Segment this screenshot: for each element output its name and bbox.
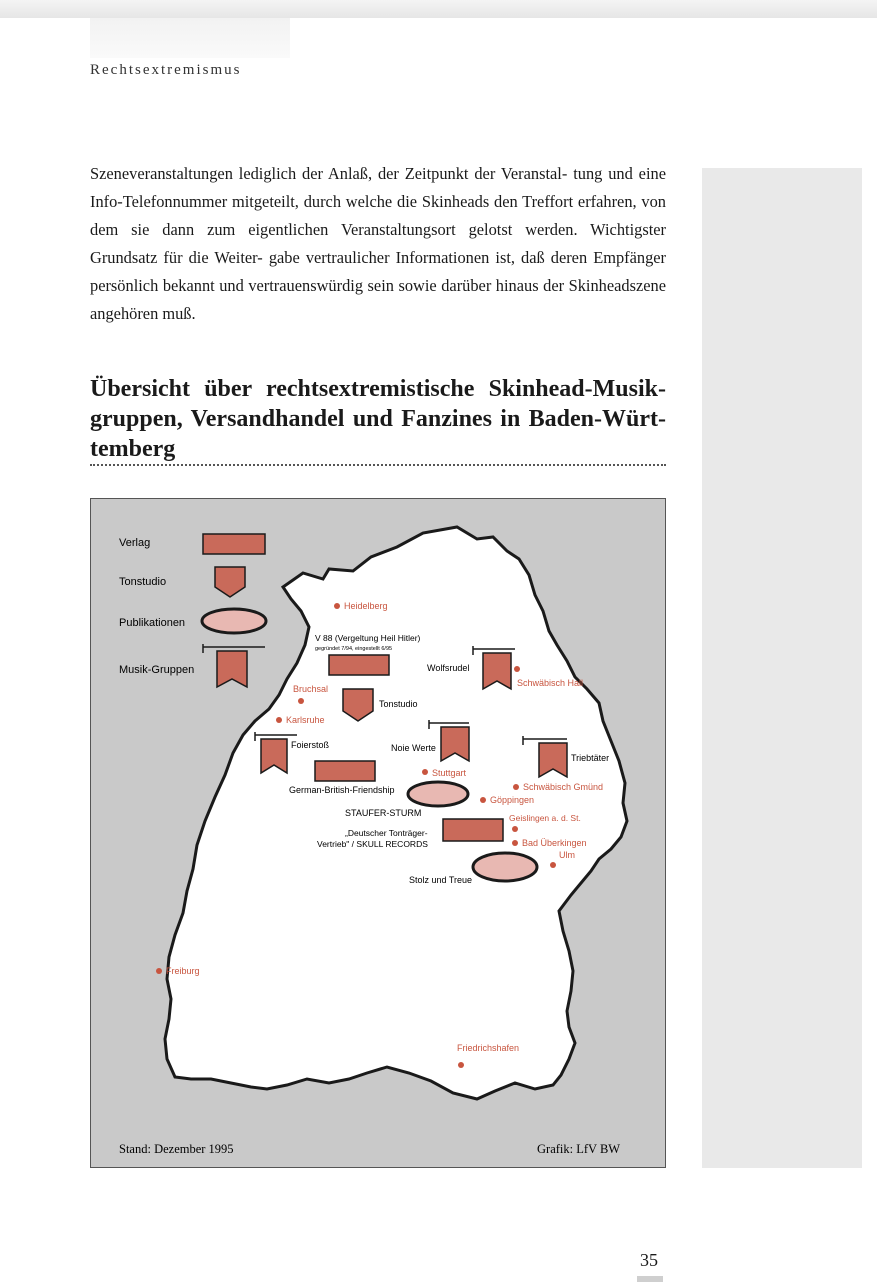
bad-ueberkingen-label: Bad Überkingen xyxy=(522,838,587,848)
geislingen-label: Geislingen a. d. St. xyxy=(509,813,581,823)
skull-records-verlag xyxy=(443,819,503,841)
ulm-label: Ulm xyxy=(559,850,575,860)
map-footer-date: Stand: Dezember 1995 xyxy=(119,1142,234,1156)
german-british-label: German-British-Friendship xyxy=(289,785,395,795)
running-head: Rechtsextremismus xyxy=(90,62,242,78)
top-scan-shadow xyxy=(90,18,290,58)
stuttgart-label: Stuttgart xyxy=(432,768,467,778)
staufer-sturm-publikation xyxy=(408,782,468,806)
page-number: 35 xyxy=(640,1250,658,1270)
foierstoss-label: Foierstoß xyxy=(291,740,330,750)
friedrichshafen-marker xyxy=(458,1062,464,1068)
bruchsal-marker xyxy=(298,698,304,704)
freiburg-marker xyxy=(156,968,162,974)
heidelberg-marker xyxy=(334,603,340,609)
goeppingen-marker xyxy=(480,797,486,803)
bad-ueberkingen-marker xyxy=(512,840,518,846)
goeppingen-label: Göppingen xyxy=(490,795,535,805)
body-line: gabe vertraulicher Informationen ist, daß deren Empfänger persönlich xyxy=(90,248,667,295)
friedrichshafen-label: Friedrichshafen xyxy=(457,1043,520,1053)
publikationen-symbol xyxy=(202,609,266,633)
geislingen-marker xyxy=(512,826,518,832)
legend-musik-gruppen-label: Musik-Gruppen xyxy=(119,664,195,676)
v88-label: V 88 (Vergeltung Heil Hitler) xyxy=(315,633,421,643)
legend-tonstudio-label: Tonstudio xyxy=(119,576,167,588)
legend-verlag-label: Verlag xyxy=(119,537,151,549)
verlag-symbol xyxy=(203,534,265,554)
map-figure xyxy=(90,498,666,1168)
staufer-sturm-label: STAUFER-STURM xyxy=(345,808,422,818)
v88-dates: gegründet 7/94, eingestellt 6/95 xyxy=(315,646,393,652)
heading-line: temberg xyxy=(90,436,176,462)
dotted-rule xyxy=(90,464,666,466)
karlsruhe-label: Karlsruhe xyxy=(286,715,325,725)
bruchsal-label: Bruchsal xyxy=(293,684,329,694)
schwaebisch-gmuend-label: Schwäbisch Gmünd xyxy=(523,782,604,792)
body-line: tung und eine Info-Telefonnummer mitgeteilt, durch welche die xyxy=(90,164,666,211)
margin-panel xyxy=(702,168,862,1168)
body-line: Skinheadszene angehören muß. xyxy=(90,276,666,323)
vertrieb-label-line1: „Deutscher Tonträger- xyxy=(345,828,428,838)
stuttgart-marker xyxy=(422,769,428,775)
page-mark xyxy=(637,1276,663,1282)
section-heading xyxy=(90,374,666,464)
schwaebisch-gmuend-marker xyxy=(513,784,519,790)
stolz-und-treue-label: Stolz und Treue xyxy=(409,875,473,885)
top-scan-band xyxy=(0,0,877,18)
body-line: bekannt und vertrauenswürdig sein sowie darüber hinaus der xyxy=(162,276,565,295)
schwaebisch-hall-marker xyxy=(514,666,520,672)
tonstudio-label: Tonstudio xyxy=(379,699,418,709)
heading-line: gruppen, Versandhandel und Fanzines in Baden-Würt- xyxy=(90,406,666,432)
stolz-und-treue-publikation xyxy=(473,853,537,881)
ulm-marker xyxy=(550,862,556,868)
german-british-verlag xyxy=(315,761,375,781)
noie-werte-label: Noie Werte xyxy=(391,743,436,753)
freiburg-label: Freiburg xyxy=(166,966,200,976)
tonstudio-symbol xyxy=(215,567,245,597)
v88-verlag xyxy=(329,655,389,675)
legend-publikationen-label: Publikationen xyxy=(119,617,186,629)
map-footer-credit: Grafik: LfV BW xyxy=(537,1142,621,1156)
triebtaeter-label: Triebtäter xyxy=(571,753,610,763)
body-line: Veranstaltungsort gelotst werden. Wichtigster Grundsatz für die Weiter- xyxy=(90,220,666,267)
body-paragraph xyxy=(90,160,666,328)
baden-wuerttemberg-map xyxy=(91,499,667,1169)
musik-gruppen-symbol xyxy=(203,644,265,687)
body-line: Skinheads den Treffort erfahren, von dem sie dann zum eigentlichen xyxy=(90,192,666,239)
vertrieb-label-line2: Vertrieb" / SKULL RECORDS xyxy=(317,839,428,849)
heading-line: Übersicht über rechtsextremistische Skinhead-Musik- xyxy=(90,376,666,402)
heidelberg-label: Heidelberg xyxy=(344,601,388,611)
wolfsrudel-label: Wolfsrudel xyxy=(427,663,470,673)
schwaebisch-hall-label: Schwäbisch Hall xyxy=(517,678,584,688)
karlsruhe-marker xyxy=(276,717,282,723)
body-line: Szeneveranstaltungen lediglich der Anlaß, der Zeitpunkt der Veranstal- xyxy=(90,164,568,183)
